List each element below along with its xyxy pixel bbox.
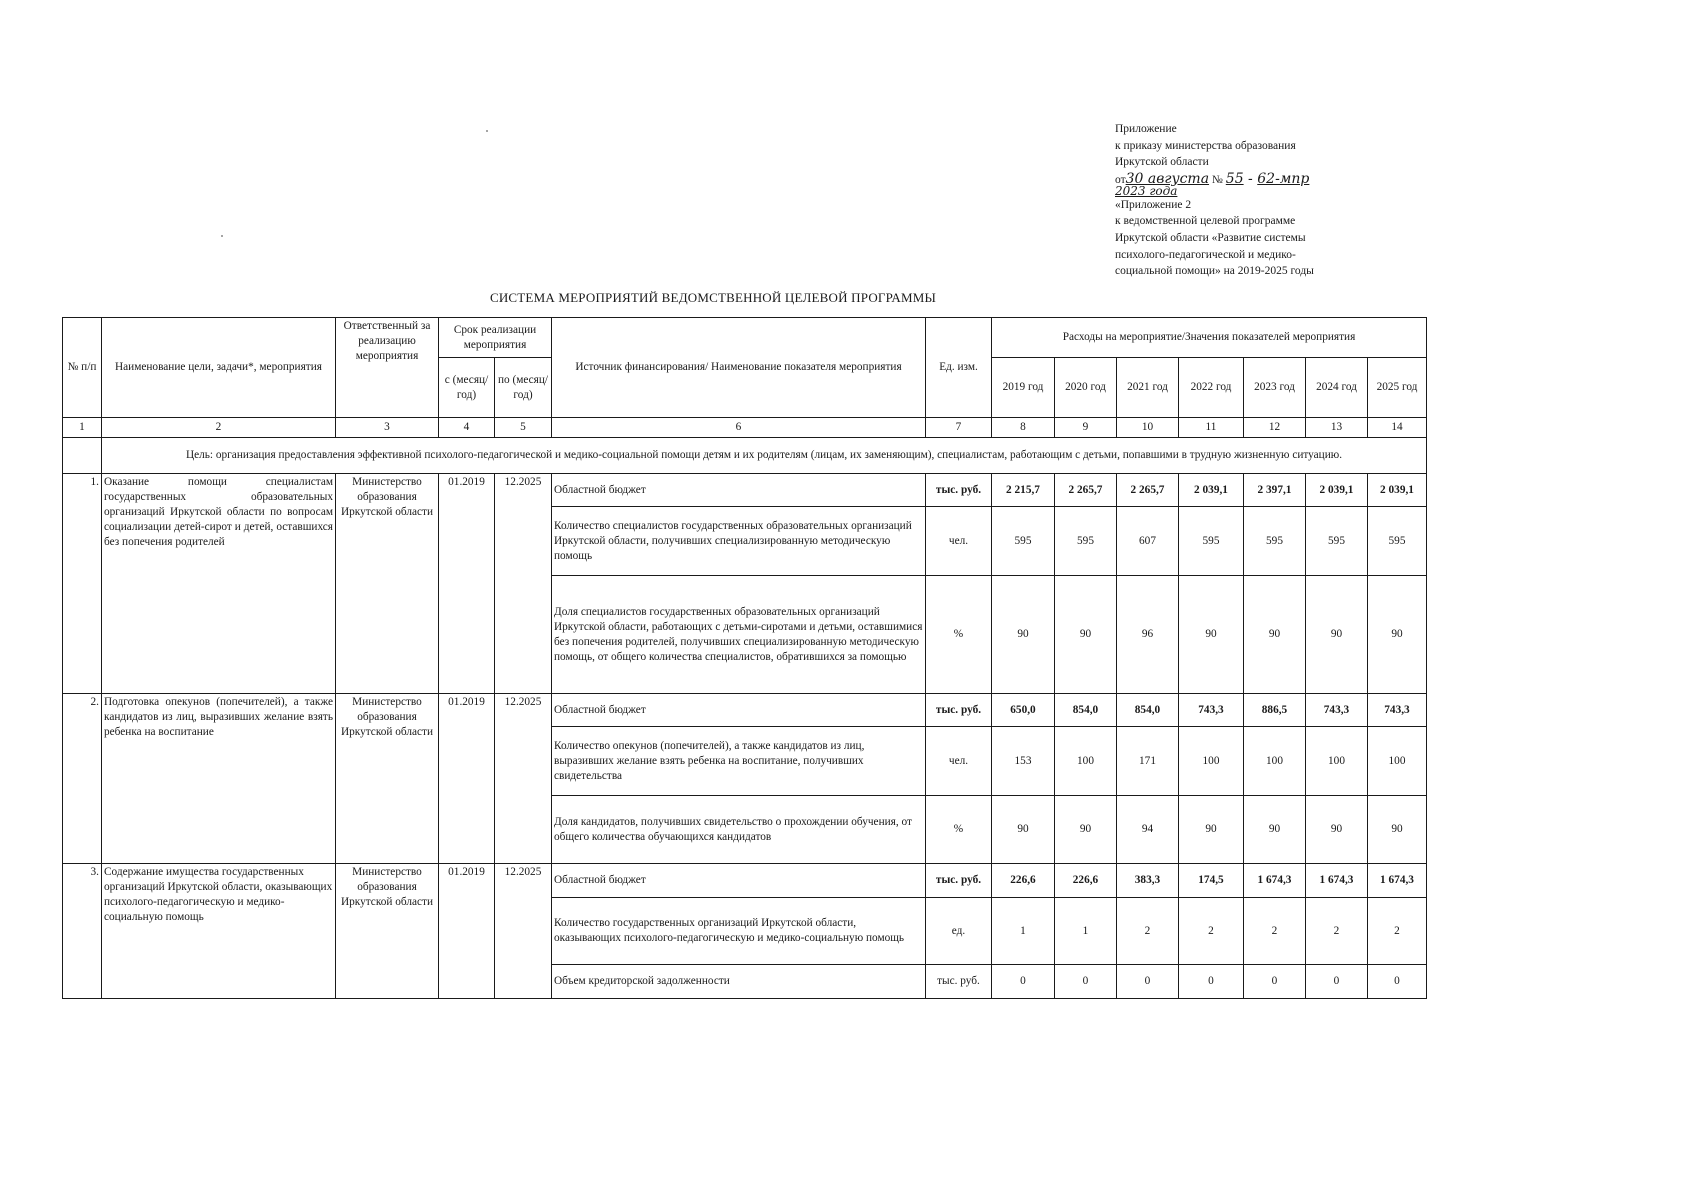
indicator-value: 90	[1306, 576, 1368, 694]
indicator-value: 90	[1368, 796, 1427, 864]
header-row	[63, 318, 1427, 358]
indicator-value: 90	[992, 576, 1055, 694]
header-year: 2023 год	[1244, 358, 1306, 418]
indicator-value: 2 039,1	[1306, 474, 1368, 507]
appendix-line: психолого-педагогической и медико-	[1115, 248, 1296, 261]
indicator-label: Областной бюджет	[552, 864, 926, 898]
indicator-value: 1	[992, 898, 1055, 965]
indicator-value: 2	[1368, 898, 1427, 965]
header-year: 2021 год	[1117, 358, 1179, 418]
header-year: 2020 год	[1055, 358, 1117, 418]
appendix-block	[1115, 121, 1415, 280]
column-number: 8	[992, 418, 1055, 438]
column-number: 9	[1055, 418, 1117, 438]
indicator-label: Доля специалистов государственных образовательных организаций Иркутской области, работающих с детьми-сиротами и детьми, оставшимися без попечения родителей, получивших специализированную методическую помощь, от общего количества специалистов, обратившихся за помощью	[552, 576, 926, 694]
activity-responsible: Министерство образования Иркутской области	[336, 864, 439, 999]
column-number: 11	[1179, 418, 1244, 438]
indicator-value: 595	[992, 507, 1055, 576]
header-expenses: Расходы на мероприятие/Значения показателей мероприятия	[992, 318, 1427, 358]
indicator-value: 595	[1244, 507, 1306, 576]
activity-row	[63, 474, 1427, 507]
indicator-value: 0	[1244, 965, 1306, 999]
activity-num: 1.	[63, 474, 102, 694]
indicator-value: 2	[1244, 898, 1306, 965]
header-unit: Ед. изм.	[926, 318, 992, 418]
column-number: 5	[495, 418, 552, 438]
indicator-value: 94	[1117, 796, 1179, 864]
indicator-value: 1 674,3	[1306, 864, 1368, 898]
indicator-value: 90	[1244, 576, 1306, 694]
indicator-value: 854,0	[1055, 694, 1117, 727]
scan-speck	[221, 235, 223, 237]
indicator-unit: ед.	[926, 898, 992, 965]
activity-to: 12.2025	[495, 694, 552, 864]
indicator-value: 2 265,7	[1117, 474, 1179, 507]
order-date-handwritten: 30 августа	[1125, 170, 1210, 187]
column-number: 14	[1368, 418, 1427, 438]
indicator-value: 100	[1244, 727, 1306, 796]
column-number: 3	[336, 418, 439, 438]
indicator-value: 854,0	[1117, 694, 1179, 727]
appendix-line: Иркутской области «Развитие системы	[1115, 231, 1306, 244]
indicator-value: 0	[992, 965, 1055, 999]
column-number: 6	[552, 418, 926, 438]
indicator-label: Доля кандидатов, получивших свидетельство о прохождении обучения, от общего количества обучающихся кандидатов	[552, 796, 926, 864]
indicator-value: 90	[1179, 796, 1244, 864]
activity-name: Содержание имущества государственных организаций Иркутской области, оказывающих психолого-педагогическую и медико-социальную помощь	[102, 864, 336, 999]
indicator-value: 743,3	[1306, 694, 1368, 727]
goal-row	[63, 438, 1427, 474]
activity-from: 01.2019	[439, 474, 495, 694]
indicator-value: 90	[992, 796, 1055, 864]
indicator-value: 226,6	[992, 864, 1055, 898]
indicator-value: 2 215,7	[992, 474, 1055, 507]
indicator-value: 0	[1306, 965, 1368, 999]
indicator-value: 2	[1179, 898, 1244, 965]
activity-responsible: Министерство образования Иркутской области	[336, 474, 439, 694]
header-year: 2022 год	[1179, 358, 1244, 418]
activity-to: 12.2025	[495, 474, 552, 694]
indicator-unit: тыс. руб.	[926, 864, 992, 898]
indicator-value: 0	[1368, 965, 1427, 999]
activity-name: Оказание помощи специалистам государственных образовательных организаций Иркутской области по вопросам социализации детей-сирот и детей, оставшихся без попечения родителей	[102, 474, 336, 694]
order-number-right: 62-мпр	[1257, 170, 1310, 187]
indicator-value: 886,5	[1244, 694, 1306, 727]
goal-text: Цель: организация предоставления эффективной психолого-педагогической и медико-социальной помощи детям и их родителям (лицам, их заменяющим), специалистам, работающим с детьми, попавшими в трудную жизненную ситуацию.	[102, 438, 1427, 474]
header-year: 2024 год	[1306, 358, 1368, 418]
activity-from: 01.2019	[439, 864, 495, 999]
column-number: 2	[102, 418, 336, 438]
indicator-value: 0	[1117, 965, 1179, 999]
indicator-value: 96	[1117, 576, 1179, 694]
indicator-value: 595	[1368, 507, 1427, 576]
indicator-unit: тыс. руб.	[926, 474, 992, 507]
indicator-value: 595	[1179, 507, 1244, 576]
indicator-value: 0	[1055, 965, 1117, 999]
indicator-label: Количество опекунов (попечителей), а также кандидатов из лиц, выразивших желание взять ребенка на воспитание, получивших свидетельства	[552, 727, 926, 796]
indicator-value: 2 039,1	[1179, 474, 1244, 507]
header-from: с (месяц/ год)	[439, 358, 495, 418]
appendix-line: к ведомственной целевой программе	[1115, 215, 1296, 228]
indicator-value: 171	[1117, 727, 1179, 796]
order-from-prefix: от	[1115, 173, 1126, 186]
header-year: 2019 год	[992, 358, 1055, 418]
goal-empty-cell	[63, 438, 102, 474]
activity-row	[63, 694, 1427, 727]
appendix-line: социальной помощи» на 2019-2025 годы	[1115, 265, 1314, 278]
indicator-value: 90	[1055, 576, 1117, 694]
indicator-value: 226,6	[1055, 864, 1117, 898]
header-period: Срок реализации мероприятия	[439, 318, 552, 358]
order-no-prefix: №	[1211, 173, 1223, 186]
activity-num: 2.	[63, 694, 102, 864]
column-number: 12	[1244, 418, 1306, 438]
indicator-value: 1 674,3	[1368, 864, 1427, 898]
order-year-handwritten: 2023 года	[1115, 183, 1178, 198]
indicator-value: 595	[1055, 507, 1117, 576]
column-number: 1	[63, 418, 102, 438]
column-number: 13	[1306, 418, 1368, 438]
indicator-value: 90	[1179, 576, 1244, 694]
indicator-value: 2	[1306, 898, 1368, 965]
indicator-value: 743,3	[1179, 694, 1244, 727]
indicator-value: 0	[1179, 965, 1244, 999]
activity-row	[63, 864, 1427, 898]
header-num: № п/п	[63, 318, 102, 418]
indicator-value: 607	[1117, 507, 1179, 576]
activity-responsible: Министерство образования Иркутской области	[336, 694, 439, 864]
indicator-unit: тыс. руб.	[926, 965, 992, 999]
indicator-value: 100	[1368, 727, 1427, 796]
indicator-value: 743,3	[1368, 694, 1427, 727]
order-number-dash: -	[1243, 170, 1258, 187]
indicator-value: 90	[1306, 796, 1368, 864]
appendix-line: Иркутской области	[1115, 156, 1209, 169]
column-number: 4	[439, 418, 495, 438]
appendix-line: «Приложение 2	[1115, 198, 1192, 211]
indicator-value: 1 674,3	[1244, 864, 1306, 898]
indicator-value: 100	[1055, 727, 1117, 796]
header-year: 2025 год	[1368, 358, 1427, 418]
column-number: 7	[926, 418, 992, 438]
scan-speck	[486, 130, 488, 132]
indicator-unit: %	[926, 576, 992, 694]
indicator-value: 1	[1055, 898, 1117, 965]
indicator-value: 90	[1055, 796, 1117, 864]
indicator-label: Объем кредиторской задолженности	[552, 965, 926, 999]
appendix-line: Приложение	[1115, 123, 1177, 135]
indicator-label: Количество государственных организаций Иркутской области, оказывающих психолого-педагогическую и медико-социальную помощь	[552, 898, 926, 965]
appendix-line: к приказу министерства образования	[1115, 139, 1296, 152]
indicator-value: 100	[1306, 727, 1368, 796]
header-source: Источник финансирования/ Наименование показателя мероприятия	[552, 318, 926, 418]
activities-table	[62, 317, 1427, 999]
indicator-label: Областной бюджет	[552, 474, 926, 507]
indicator-label: Областной бюджет	[552, 694, 926, 727]
activity-name: Подготовка опекунов (попечителей), а также кандидатов из лиц, выразивших желание взять ребенка на воспитание	[102, 694, 336, 864]
activity-from: 01.2019	[439, 694, 495, 864]
column-number: 10	[1117, 418, 1179, 438]
indicator-label: Количество специалистов государственных образовательных организаций Иркутской области, получивших специализированную методическую помощь	[552, 507, 926, 576]
indicator-value: 383,3	[1117, 864, 1179, 898]
indicator-value: 2 265,7	[1055, 474, 1117, 507]
indicator-value: 650,0	[992, 694, 1055, 727]
activity-num: 3.	[63, 864, 102, 999]
indicator-value: 90	[1368, 576, 1427, 694]
activity-to: 12.2025	[495, 864, 552, 999]
indicator-unit: чел.	[926, 507, 992, 576]
indicator-value: 100	[1179, 727, 1244, 796]
indicator-value: 153	[992, 727, 1055, 796]
indicator-value: 595	[1306, 507, 1368, 576]
indicator-value: 2 397,1	[1244, 474, 1306, 507]
indicator-unit: тыс. руб.	[926, 694, 992, 727]
indicator-value: 90	[1244, 796, 1306, 864]
indicator-value: 2	[1117, 898, 1179, 965]
indicator-unit: чел.	[926, 727, 992, 796]
document-title: СИСТЕМА МЕРОПРИЯТИЙ ВЕДОМСТВЕННОЙ ЦЕЛЕВОЙ ПРОГРАММЫ	[489, 290, 937, 305]
indicator-value: 2 039,1	[1368, 474, 1427, 507]
header-name: Наименование цели, задачи*, мероприятия	[102, 318, 336, 418]
order-number-left: 55	[1225, 170, 1244, 187]
indicator-value: 174,5	[1179, 864, 1244, 898]
indicator-unit: %	[926, 796, 992, 864]
column-number-row	[63, 418, 1427, 438]
header-to: по (месяц/ год)	[495, 358, 552, 418]
header-responsible: Ответственный за реализацию мероприятия	[336, 318, 439, 418]
